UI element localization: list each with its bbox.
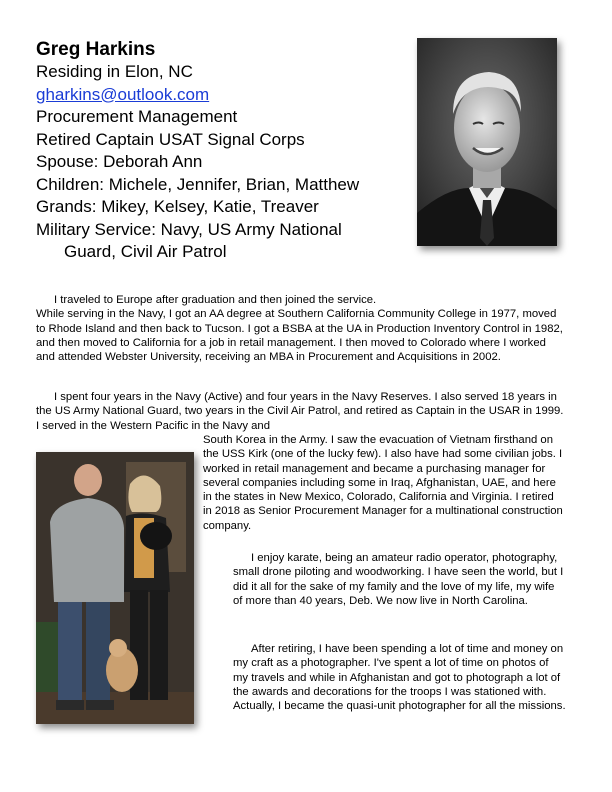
profile-header <box>36 38 406 264</box>
bio-p4-text: After retiring, I have been spending a lot of time and money on my craft as a photographer. I've spent a lot of time on photos of my travels and while in Afghanistan and got to photograph a lot of the awards and decorations for the troops I was stationed with. Actually, I became the quasi-unit photographer for all the missions. <box>233 643 566 713</box>
bio-p3-text: I enjoy karate, being an amateur radio operator, photography, small drone piloting and woodworking. I have seen the world, but I did it all for the sake of my family and the love of my life, my wife of more than 40 years, Deb. We now live in North Carolina. <box>233 552 564 607</box>
residence: Residing in Elon, NC <box>36 62 193 81</box>
grandchildren: Grands: Mikey, Kelsey, Katie, Treaver <box>36 197 319 216</box>
military-service-continued: Guard, Civil Air Patrol <box>64 242 227 261</box>
children: Children: Michele, Jennifer, Brian, Matthew <box>36 174 360 194</box>
bio-p2-text: I spent four years in the Navy (Active) and four years in the Navy Reserves. I also served 18 years in the US Army National Guard, two years in the Civil Air Patrol, and retired as Captain in the USAR in 1999. I served in the Western Pacific in the Navy and <box>36 391 564 432</box>
bio-paragraph-service <box>36 390 566 433</box>
portrait-photo <box>417 38 557 246</box>
bio-paragraph-service-continued <box>203 433 565 533</box>
person-name: Greg Harkins <box>36 39 156 60</box>
bio-paragraph-hobbies <box>233 551 566 608</box>
spouse: Spouse: Deborah Ann <box>36 152 203 171</box>
email-link[interactable]: gharkins@outlook.com <box>36 84 210 104</box>
occupation: Procurement Management <box>36 107 238 126</box>
military-service: Military Service: Navy, US Army National <box>36 219 342 239</box>
bio-p2-wrap-text: South Korea in the Army. I saw the evacuation of Vietnam firsthand on the USS Kirk (one of the lucky few). I also have had some civilian jobs. I worked in retail management and became a purchasing manager for several companies including some in Iraq, Afghanistan, UAE, and here in the states in New Mexico, Colorado, California and Virginia. I retired in 2018 as Senior Procurement Manager for a multinational construction company. <box>203 434 563 532</box>
bio-paragraph-education <box>36 293 566 364</box>
family-photo <box>36 452 194 724</box>
bio-p1-line1: I traveled to Europe after graduation and then joined the service. <box>54 294 377 306</box>
rank: Retired Captain USAT Signal Corps <box>36 129 305 149</box>
bio-paragraph-photography <box>233 642 566 713</box>
bio-p1-rest: While serving in the Navy, I got an AA degree at Southern California Community College in 1977, moved to Rhode Island and then back to Tucson. I got a BSBA at the UA in Production Inventory Control in 1982, and then moved to California for a job in retail management. I then moved to Colorado where I worked and attended Webster University, receiving an MBA in Procurement and Acquisitions in 2002. <box>36 308 563 364</box>
